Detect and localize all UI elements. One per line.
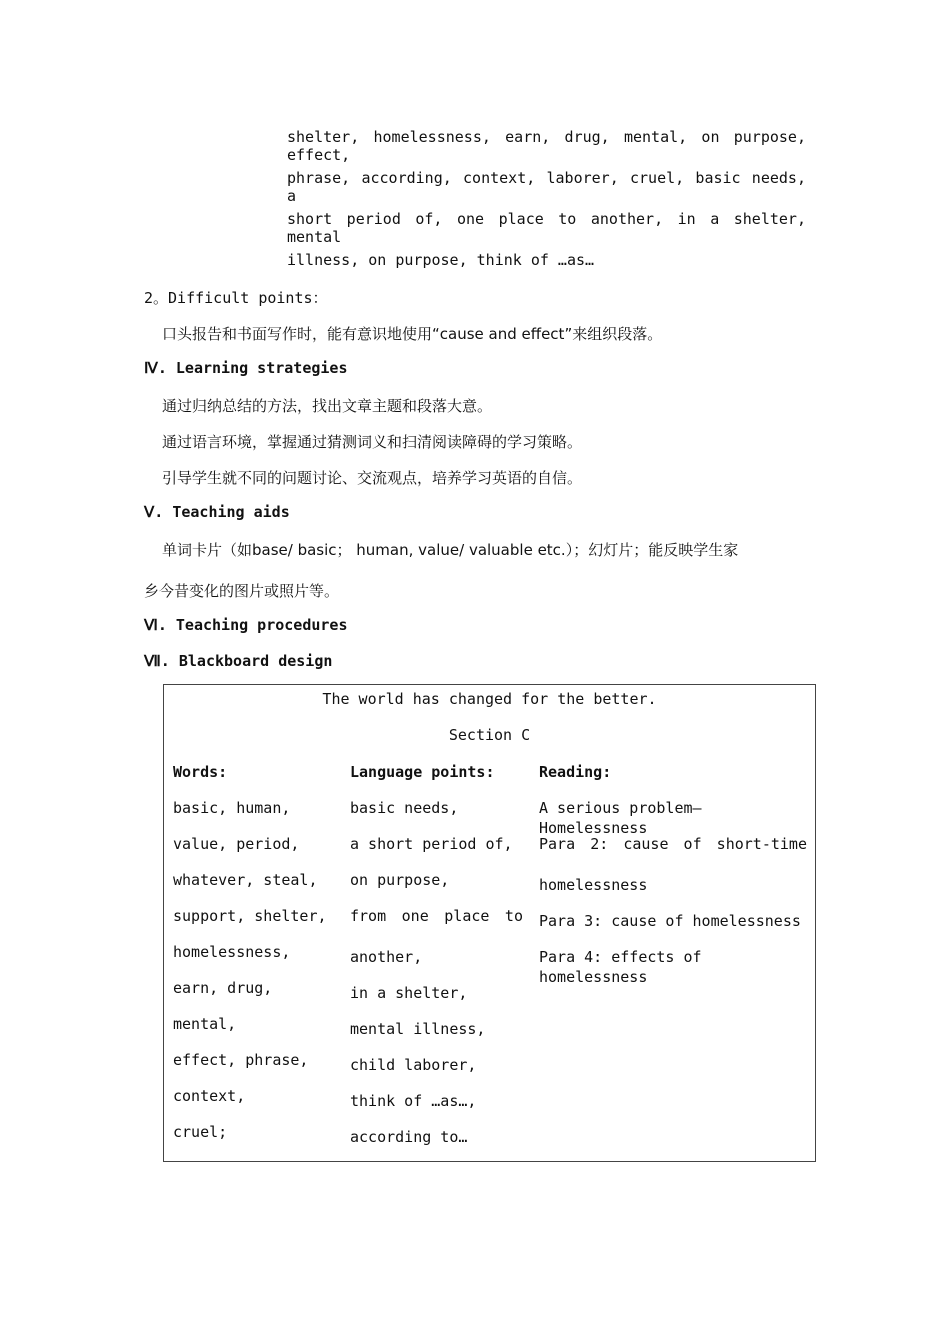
reading-header: Reading: (539, 763, 612, 781)
vocab-line: illness, on purpose, think of …as… (287, 251, 595, 269)
board-section: Section C (448, 726, 531, 744)
vocab-line: short period of, one place to another, in a shelter, mental (287, 210, 806, 246)
vocab-line: phrase, according, context, laborer, cruel, basic needs, a (287, 169, 806, 205)
language-item: from one place to (350, 907, 523, 925)
word-item: context, (173, 1087, 246, 1105)
reading-column (539, 762, 807, 986)
board-title: The world has changed for the better. (322, 690, 657, 708)
reading-item: Para 2: cause of short-time (539, 835, 807, 853)
word-item: cruel; (173, 1123, 228, 1141)
reading-item: Para 4: effects of homelessness (539, 948, 702, 986)
word-item: effect, phrase, (173, 1051, 309, 1069)
language-item: in a shelter, (350, 984, 468, 1002)
vocab-line: shelter, homelessness, earn, drug, mental, on purpose, effect, (287, 128, 806, 164)
strategy-item: 通过归纳总结的方法，找出文章主题和段落大意。 (162, 397, 493, 415)
difficult-points-heading: 2。Difficult points： (144, 289, 328, 307)
teaching-aids-line: 乡今昔变化的图片或照片等。 (144, 582, 340, 600)
words-column (173, 762, 343, 1158)
language-item: think of …as…, (350, 1092, 477, 1110)
language-item: on purpose, (350, 871, 450, 889)
difficult-points-text: 口头报告和书面写作时，能有意识地使用“cause and effect”来组织段落。 (162, 325, 663, 343)
reading-item: homelessness (539, 876, 648, 894)
language-item: another, (350, 948, 423, 966)
blackboard-design-heading: Ⅶ. Blackboard design (144, 652, 333, 670)
reading-item: A serious problem—Homelessness (539, 799, 702, 837)
reading-item: Para 3: cause of homelessness (539, 912, 801, 930)
language-item: a short period of, (350, 835, 513, 853)
teaching-aids-line: 单词卡片（如base/ basic； human, value/ valuable etc.）；幻灯片；能反映学生家 (162, 541, 739, 559)
word-item: homelessness, (173, 943, 291, 961)
teaching-procedures-heading: Ⅵ. Teaching procedures (144, 616, 348, 634)
learning-strategies-heading: Ⅳ. Learning strategies (144, 359, 348, 377)
word-item: mental, (173, 1015, 237, 1033)
language-item: child laborer, (350, 1056, 477, 1074)
blackboard-box (163, 684, 816, 1162)
language-item: according to… (350, 1128, 468, 1146)
language-item: mental illness, (350, 1020, 486, 1038)
word-item: value, period, (173, 835, 300, 853)
strategy-item: 引导学生就不同的问题讨论、交流观点，培养学习英语的自信。 (162, 469, 583, 487)
language-points-column (350, 762, 523, 1163)
word-item: support, shelter, (173, 907, 327, 925)
language-points-header: Language points: (350, 763, 495, 781)
word-item: earn, drug, (173, 979, 273, 997)
word-item: whatever, steal, (173, 871, 318, 889)
words-header: Words: (173, 763, 228, 781)
word-item: basic, human, (173, 799, 291, 817)
teaching-aids-heading: Ⅴ. Teaching aids (144, 503, 290, 521)
language-item: basic needs, (350, 799, 459, 817)
strategy-item: 通过语言环境，掌握通过猜测词义和扫清阅读障碍的学习策略。 (162, 433, 583, 451)
